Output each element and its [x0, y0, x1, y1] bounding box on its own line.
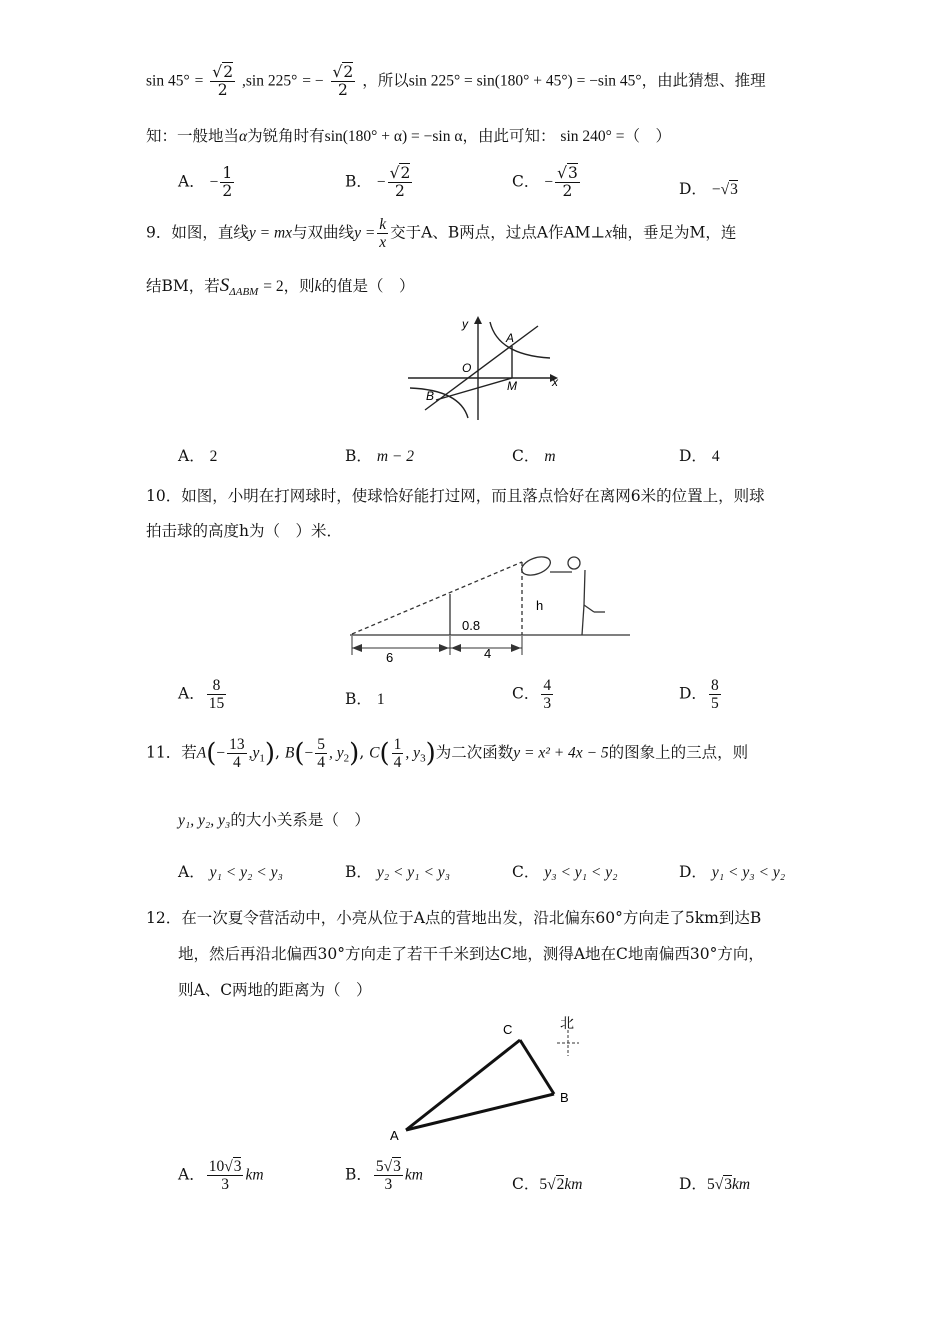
- option-letter: C．: [512, 863, 540, 881]
- q11-b-num: 5: [317, 736, 326, 753]
- option-fraction: [207, 677, 227, 712]
- option-den: 5: [710, 695, 719, 712]
- q11-a-den: 4: [232, 754, 241, 771]
- q8-l2-expr2: sin 240° =: [560, 128, 625, 145]
- option-sign: −: [209, 173, 219, 191]
- option-fraction: $\frac{5√3}{3}$: [375, 1158, 401, 1193]
- q9-k2: k: [314, 278, 322, 295]
- q11-c-frac: [392, 736, 404, 771]
- option-den: 2: [222, 182, 233, 200]
- option-num: 10: [208, 1158, 225, 1175]
- q8-sqrt2: 2: [223, 63, 234, 81]
- option-fraction: $\frac{10√3}{3}$: [208, 1158, 242, 1193]
- q9-line-eq: y = mx: [248, 224, 293, 242]
- option-num: 8: [207, 677, 227, 695]
- label-b: B: [426, 389, 435, 403]
- arrow-4-left: [451, 644, 461, 652]
- q10-line1: 10．如图，小明在打网球时，使球恰好能打过网，而且落点恰好在离网6米的位置上，则球: [146, 487, 765, 505]
- q9-xaxis: x: [605, 224, 612, 242]
- q12-option-a[interactable]: [178, 1158, 264, 1193]
- label-m: M: [507, 379, 517, 393]
- q11-option-d[interactable]: [679, 860, 785, 882]
- option-coef: 5: [706, 1176, 715, 1193]
- q9-text1: 与双曲线: [292, 223, 355, 242]
- option-fraction: [541, 677, 553, 712]
- option-fraction: [220, 165, 234, 200]
- option-radicand: 3: [393, 1158, 401, 1175]
- label-x: x: [552, 375, 558, 389]
- label-4: 4: [484, 646, 492, 661]
- q8-answer-blank: （ ）: [624, 127, 671, 145]
- option-unit: km: [245, 1166, 264, 1184]
- option-letter: C．: [512, 1175, 540, 1193]
- q12-line2: 地，然后再沿北偏西30°方向走了若干千米到达C地，测得A地在C地南偏西30°方向，: [178, 945, 764, 963]
- q12-figure: [382, 1010, 592, 1150]
- option-fraction: $\frac{√3}{2}$: [557, 164, 578, 200]
- option-value: y₃ < y₁ < y₂: [544, 864, 618, 881]
- option-letter: A．: [178, 447, 205, 465]
- option-letter: A．: [178, 1165, 205, 1184]
- q9-line1: [146, 216, 736, 251]
- q12-line3: 则A、C两地的距离为（ ）: [178, 981, 372, 999]
- option-den: 15: [208, 695, 225, 712]
- q8-eq: =: [194, 72, 204, 90]
- q8-l2-text2: 为锐角时有: [247, 127, 325, 145]
- q8-option-d[interactable]: D． −√3: [679, 180, 738, 198]
- q11-option-c[interactable]: [512, 860, 618, 882]
- q8-option-b[interactable]: [345, 165, 414, 200]
- q9-area-eq: = 2: [263, 278, 284, 295]
- q9-k: k: [379, 216, 387, 233]
- option-value: m − 2: [376, 448, 414, 465]
- option-radicand: 2: [556, 1176, 565, 1193]
- option-den: 3: [384, 1176, 393, 1193]
- option-letter: D．: [679, 180, 707, 198]
- q11-a-num: 13: [229, 736, 245, 753]
- label-h: h: [536, 598, 544, 613]
- option-unit: km: [404, 1166, 423, 1184]
- option-den: 2: [562, 182, 573, 200]
- q8-l2-text1: 知：一般地当: [146, 127, 240, 145]
- q8-text2: ，由此猜想、推理: [641, 71, 766, 90]
- q10-figure: [340, 550, 635, 670]
- q11-a-frac: [227, 736, 247, 771]
- q11-point-b: B: [284, 744, 295, 762]
- arrow-4-right: [511, 644, 521, 652]
- q11-line2: [178, 808, 370, 830]
- option-letter: D．: [679, 1175, 707, 1193]
- q8-den2: 2: [217, 81, 228, 99]
- label-net-height: 0.8: [462, 618, 481, 633]
- q11-option-b[interactable]: [345, 860, 450, 882]
- option-value: y₁ < y₂ < y₃: [209, 864, 283, 881]
- q8-frac-sqrt2-over-2b: $\frac{√2}{2}$: [332, 63, 354, 99]
- label-6: 6: [386, 650, 394, 665]
- q8-option-c[interactable]: [512, 165, 582, 200]
- q9-l2-text3: 的值是（ ）: [321, 277, 415, 295]
- option-den: 2: [395, 182, 405, 200]
- label-a: A: [506, 331, 515, 345]
- q9-text3: 轴，垂足为M，连: [611, 223, 737, 242]
- q9-stem-start: 9．如图，直线: [146, 223, 249, 242]
- hyperbola-branch-2: [410, 388, 468, 418]
- q9-l2-text2: ，则: [283, 277, 315, 295]
- q10-option-a[interactable]: [178, 677, 228, 712]
- option-letter: B．: [345, 172, 372, 191]
- q9-l2-text1: 结BM，若: [146, 277, 220, 295]
- label-a: A: [390, 1128, 399, 1143]
- q11-y1: y: [252, 744, 260, 762]
- option-letter: C．: [512, 447, 540, 465]
- option-letter: C．: [512, 684, 540, 703]
- option-value: m: [544, 448, 556, 465]
- option-sign: −: [376, 173, 386, 191]
- option-value: y₂ < y₁ < y₃: [376, 864, 451, 881]
- player-leg-2: [584, 605, 594, 612]
- q8-line2: [146, 124, 671, 146]
- q11-c-num: 1: [393, 736, 402, 753]
- q10-option-d[interactable]: [679, 677, 723, 712]
- q8-eq-minus: = −: [302, 72, 324, 90]
- option-num: 3: [567, 164, 578, 182]
- option-fraction: $\frac{√2}{2}$: [389, 164, 411, 200]
- player-body: [584, 570, 585, 605]
- option-letter: B．: [345, 1165, 372, 1184]
- option-letter: B．: [345, 863, 372, 881]
- arrow-6-left: [352, 644, 362, 652]
- option-sign: −: [711, 181, 721, 198]
- option-letter: C．: [512, 172, 540, 191]
- q9-option-d[interactable]: [679, 444, 720, 466]
- q12-option-d[interactable]: D．5√3km: [679, 1175, 751, 1193]
- label-north: 北: [560, 1015, 574, 1031]
- q8-sin45: sin 45°: [146, 72, 190, 90]
- q11-line1: 11．若A(− $\frac{13}{4}$ $,y_1$), B(− $\frac{5}{4}$ , $y_2$), C( $\frac{1}{4}$ , $y_3$)为二次函数y = x² + 4x − 5的图象上的三点，则: [146, 736, 749, 771]
- q9-area-sub: ΔABM: [229, 286, 259, 299]
- segment-bc: [520, 1040, 554, 1094]
- option-num: 5: [375, 1158, 384, 1175]
- q9-text2: 交于A、B两点，过点A作AM⊥: [390, 223, 606, 242]
- option-letter: B．: [345, 447, 372, 465]
- q8-l2-text3: ，由此可知：: [462, 127, 556, 145]
- q9-figure: [400, 310, 580, 425]
- q11-l2-text: 的大小关系是（ ）: [230, 811, 370, 829]
- q11-text3: 的图象上的三点，则: [608, 743, 749, 762]
- q11-c-den: 4: [393, 754, 402, 771]
- option-letter: A．: [178, 172, 205, 191]
- player-head: [568, 557, 580, 569]
- q9-area-S: S: [219, 275, 230, 296]
- option-letter: D．: [679, 863, 707, 881]
- player-leg-1: [582, 605, 584, 635]
- label-o: O: [462, 361, 472, 375]
- arrow-6-right: [439, 644, 449, 652]
- q8-sqrt2b: 2: [343, 63, 354, 81]
- q9-y-eq: y =: [354, 224, 376, 242]
- option-letter: B．: [345, 690, 372, 708]
- q9-x: x: [379, 234, 387, 251]
- q11-vars: y₁, y₂, y₃: [178, 812, 231, 829]
- q9-option-c[interactable]: [512, 444, 556, 466]
- q9-line2: [146, 274, 415, 298]
- racket: [519, 553, 553, 578]
- option-value: 4: [711, 448, 720, 465]
- q8-frac-sqrt2-over-2: $\frac{√2}{2}$: [212, 63, 234, 99]
- option-unit: km: [731, 1176, 751, 1193]
- q12-option-b[interactable]: [345, 1158, 423, 1193]
- option-sign: −: [544, 173, 554, 191]
- line-y-mx: [425, 326, 538, 410]
- q8-sin225: ,sin 225°: [242, 72, 298, 90]
- q8-alpha: α: [239, 128, 248, 145]
- option-den: 3: [543, 695, 552, 712]
- q10-option-c[interactable]: [512, 677, 555, 712]
- option-radicand: 3: [730, 181, 738, 198]
- option-radicand: 3: [724, 1176, 732, 1193]
- q10-line2: 拍击球的高度h为（ ）米．: [146, 522, 342, 540]
- option-letter: D．: [679, 447, 707, 465]
- q8-l2-expr: sin(180° + α) = −sin α: [324, 128, 463, 145]
- option-letter: A．: [178, 863, 205, 881]
- option-coef: 5: [539, 1176, 548, 1193]
- q8-text1: ，所以: [362, 71, 409, 90]
- q11-b-frac: [315, 736, 327, 771]
- option-fraction: [709, 677, 721, 712]
- q11-option-a[interactable]: [178, 860, 283, 882]
- y-axis-arrow: [474, 316, 482, 324]
- q9-option-a[interactable]: [178, 444, 217, 466]
- q8-line1: [146, 64, 766, 99]
- q11-stem-start: 11．若: [146, 743, 197, 762]
- option-letter: A．: [178, 684, 205, 703]
- option-den: 3: [221, 1176, 229, 1193]
- q9-k-over-x: [377, 216, 388, 251]
- q11-point-c: C: [369, 744, 380, 762]
- q11-point-a: A: [196, 744, 207, 762]
- q9-option-b[interactable]: [345, 444, 414, 466]
- segment-bm: [436, 378, 512, 400]
- option-unit: km: [564, 1176, 583, 1193]
- q11-function: y = x² + 4x − 5: [513, 744, 609, 762]
- option-value: y₁ < y₃ < y₂: [711, 864, 786, 881]
- option-value: 2: [209, 448, 218, 465]
- option-radicand: 3: [233, 1158, 242, 1175]
- q10-option-b[interactable]: [345, 687, 385, 709]
- label-y: y: [462, 317, 468, 331]
- option-num: 4: [543, 677, 552, 694]
- label-b: B: [560, 1090, 569, 1105]
- option-num: 8: [710, 677, 719, 694]
- q8-option-a[interactable]: [178, 165, 236, 200]
- q11-b-den: 4: [317, 754, 326, 771]
- label-c: C: [503, 1022, 513, 1037]
- q8-den2b: 2: [337, 81, 348, 99]
- option-num: 2: [400, 164, 411, 182]
- q8-expr1: sin 225° = sin(180° + 45°) = −sin 45°: [408, 72, 642, 90]
- option-value: 1: [376, 691, 385, 708]
- q11-text2: 为二次函数: [435, 743, 514, 762]
- ball-path: [352, 562, 522, 634]
- q12-option-c[interactable]: C．5√2km: [512, 1175, 583, 1193]
- option-num: 1: [222, 164, 233, 182]
- q12-line1: 12．在一次夏令营活动中，小亮从位于A点的营地出发，沿北偏东60°方向走了5km到达B: [146, 909, 762, 927]
- option-letter: D．: [679, 684, 707, 703]
